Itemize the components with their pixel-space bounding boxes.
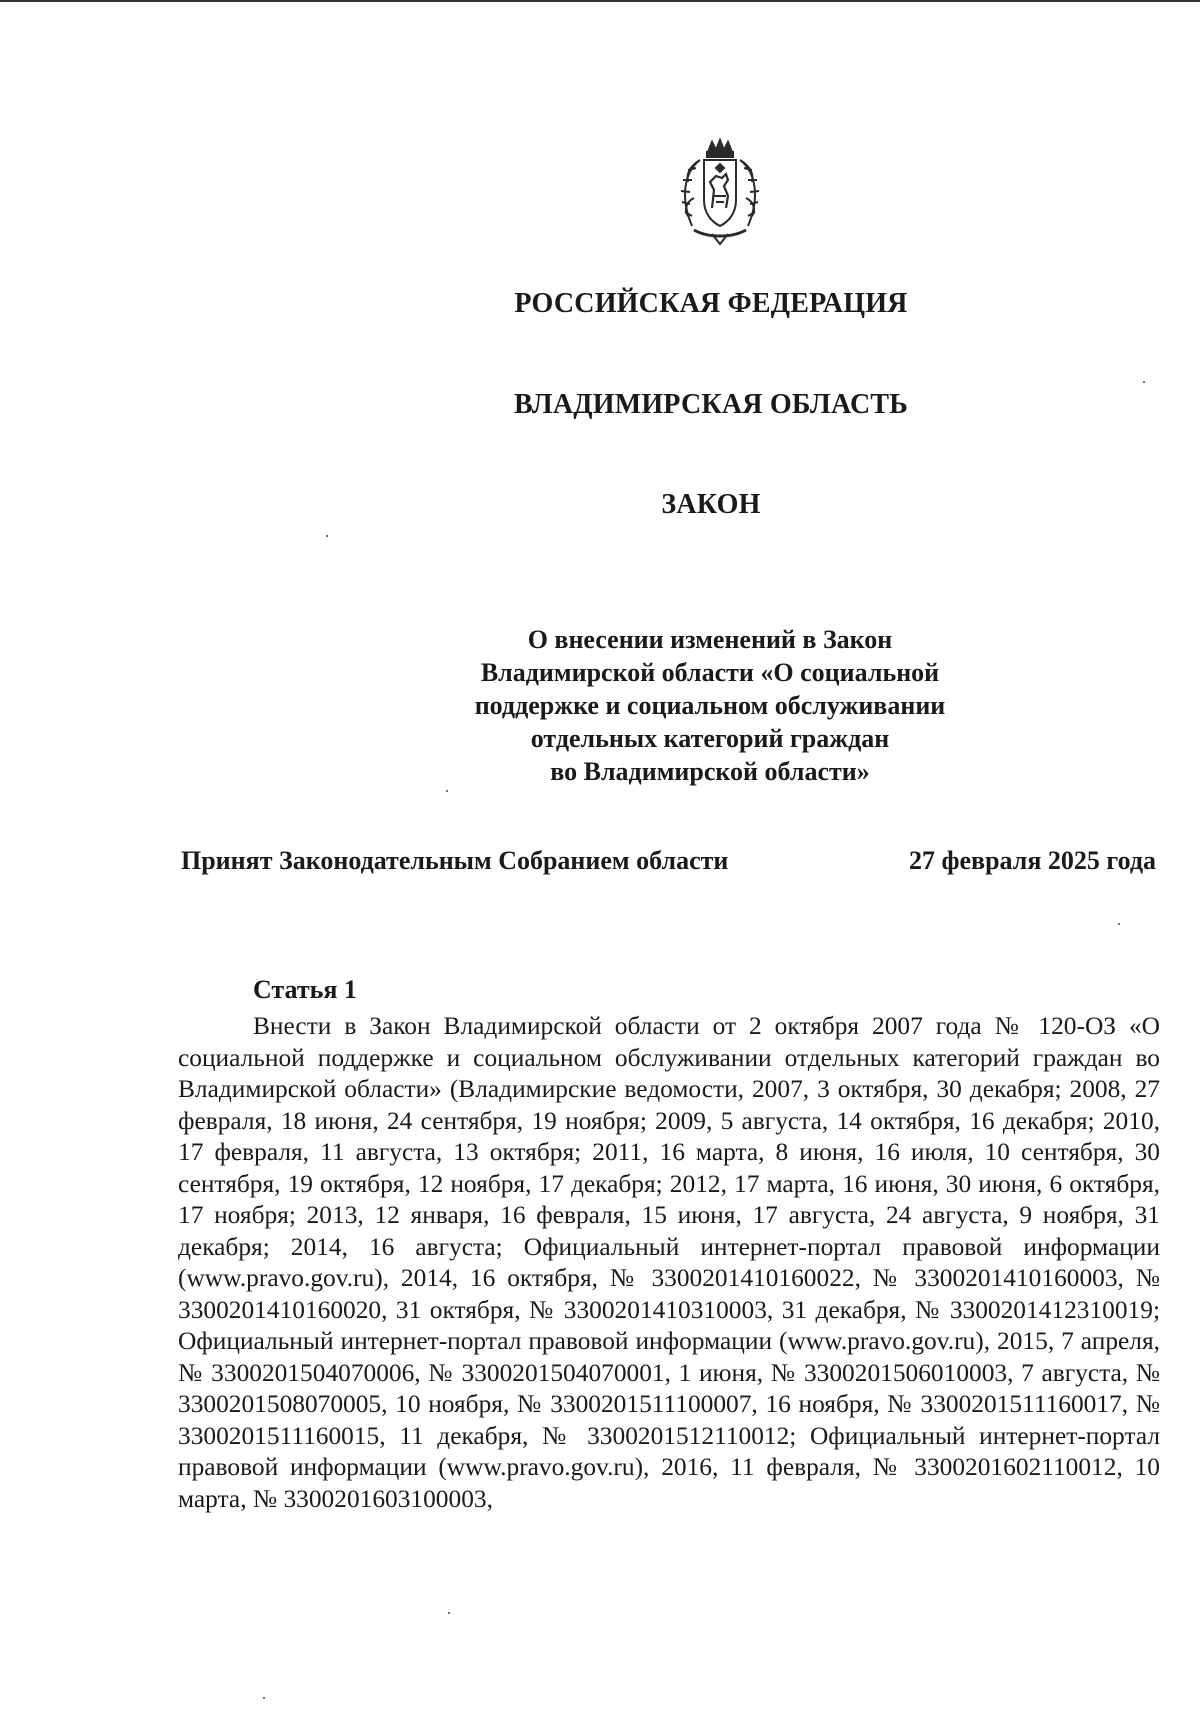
law-title-line: поддержке и социальном обслуживании xyxy=(474,691,946,720)
law-title-line: О внесении изменений в Закон xyxy=(527,625,893,654)
law-title-line: Владимирской области «О социальной xyxy=(480,658,940,687)
law-title-line: отдельных категорий граждан xyxy=(530,724,890,753)
law-title-line: во Владимирской области» xyxy=(550,757,870,786)
region-heading: ВЛАДИМИРСКАЯ ОБЛАСТЬ xyxy=(513,389,909,420)
adoption-date: 27 февраля 2025 года xyxy=(909,846,1156,875)
scan-speck xyxy=(448,1612,450,1614)
scan-speck xyxy=(326,535,328,537)
scan-speck xyxy=(263,1697,265,1699)
coat-of-arms-icon xyxy=(670,138,770,246)
law-title xyxy=(410,623,1010,788)
scan-speck xyxy=(1118,923,1120,925)
article-body-text: Внести в Закон Владимирской области от 2 октября 2007 года № 120-ОЗ «О социальной поддержке и социальном обслуживании отдельных категорий граждан во Владимирской области» (Владимирские ведомости, 2007, 3 октября, 30 декабря; 2008, 27 февраля, 18 июня, 24 сентября, 19 ноября; 2009, 5 августа, 14 октября, 16 декабря; 2010, 17 февраля, 11 августа, 13 октября; 2011, 16 марта, 8 июня, 16 июля, 10 сентября, 30 сентября, 19 октября, 12 ноября, 17 декабря; 2012, 17 марта, 16 июня, 30 июня, 6 октября, 17 ноября; 2013, 12 января, 16 февраля, 15 июня, 17 августа, 24 августа, 9 ноября, 31 декабря; 2014, 16 августа; Официальный интернет-портал правовой информации (www.pravo.gov.ru), 2014, 16 октября, № 3300201410160022, № 3300201410160003, № 3300201410160020, 31 октября, № 3300201410310003, 31 декабря, № 3300201412310019; Официальный интернет-портал правовой информации (www.pravo.gov.ru), 2015, 7 апреля, № 3300201504070006, № 3300201504070001, 1 июня, № 3300201506010003, 7 августа, № 3300201508070005, 10 ноября, № 3300201511100007, 16 ноября, № 3300201511160017, № 3300201511160015, 11 декабря, № 3300201512110012; Официальный интернет-портал правовой информации (www.pravo.gov.ru), 2016, 11 февраля, № 3300201602110012, 10 марта, № 3300201603100003, xyxy=(178,1012,1160,1513)
page-top-edge xyxy=(0,0,1200,2)
article-heading: Статья 1 xyxy=(253,975,357,1004)
scan-speck xyxy=(446,790,448,792)
country-heading: РОССИЙСКАЯ ФЕДЕРАЦИЯ xyxy=(514,288,908,319)
document-type-heading: ЗАКОН xyxy=(661,489,761,520)
scan-speck xyxy=(1143,381,1145,383)
adopted-by-text: Принят Законодательным Собранием области xyxy=(181,846,729,875)
